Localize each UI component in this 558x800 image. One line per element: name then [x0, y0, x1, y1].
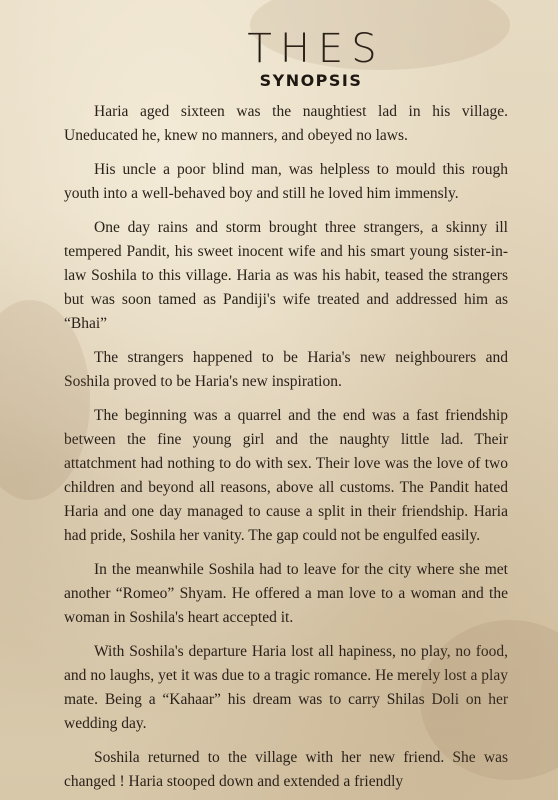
synopsis-paragraph: His uncle a poor blind man, was helpless to mould this rough youth into a well-behaved boy and still he loved him immensly. [64, 161, 508, 202]
synopsis-paragraph: Haria aged sixteen was the naughtiest lad in his village. Uneducated he, knew no manners, and obeyed no laws. [64, 103, 508, 144]
document-subtitle: SYNOPSIS [259, 71, 363, 90]
synopsis-paragraph: In the meanwhile Soshila had to leave for the city where she met another “Romeo” Shyam. He offered a man love to a woman and the woman in Soshila's heart accepted it. [64, 561, 508, 626]
synopsis-paragraph: The strangers happened to be Haria's new neighbourers and Soshila proved to be Haria's new inspiration. [64, 349, 508, 390]
synopsis-paragraph: The beginning was a quarrel and the end was a fast friendship between the fine young girl and the naughty little lad. Their attatchment had nothing to do with sex. Their love was the love of two children and beyond all reasons, above all customs. The Pandit hated Haria and one day managed to cause a split in their friendship. Haria had pride, Soshila her vanity. The gap could not be engulfed easily. [64, 407, 508, 544]
synopsis-paragraph: One day rains and storm brought three strangers, a skinny ill tempered Pandit, his sweet inocent wife and his smart young sister-in-law Soshila to this village. Haria as was his habit, teased the strangers but was soon tamed as Pandiji's wife treated and addressed him as “Bhai” [64, 219, 508, 332]
document-title: THES [247, 26, 385, 72]
synopsis-paragraph: Soshila returned to the village with her new friend. She was changed ! Haria stooped down and extended a friendly [64, 749, 508, 790]
synopsis-paragraph: With Soshila's departure Haria lost all hapiness, no play, no food, and no laughs, yet it was due to a tragic romance. He merely lost a play mate. Being a “Kahaar” his dream was to carry Shilas Doli on her wedding day. [64, 643, 508, 732]
